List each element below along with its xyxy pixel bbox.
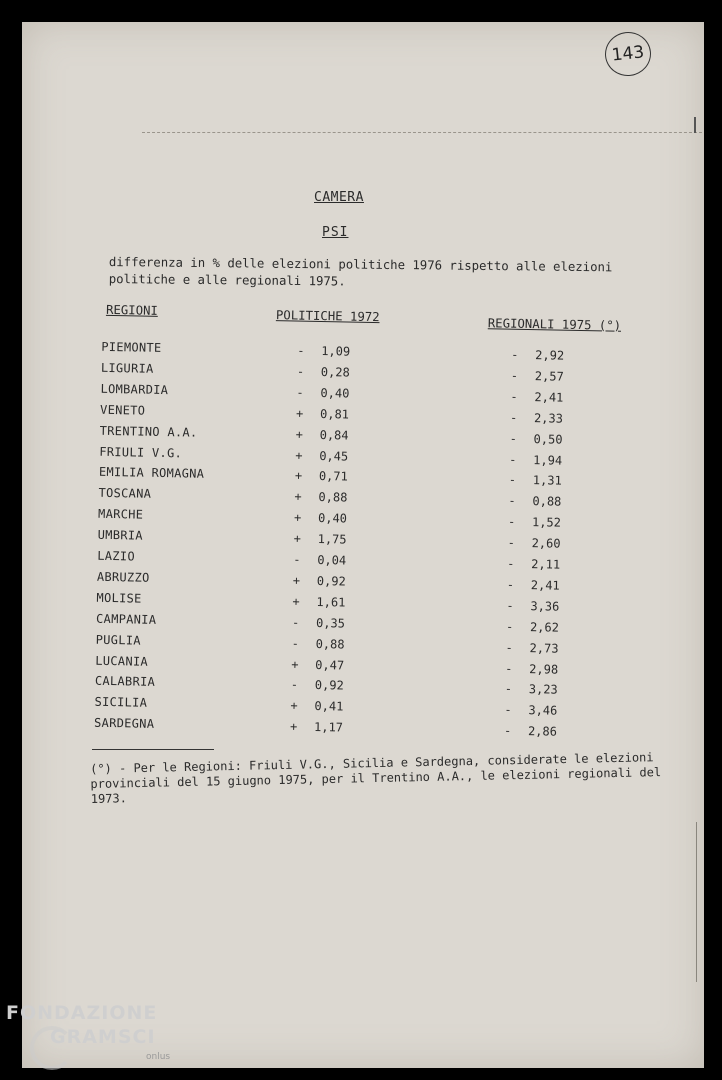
cell-regionali-sign: -	[505, 661, 513, 676]
cell-region: CALABRIA	[94, 674, 156, 690]
cell-regionali-sign: -	[508, 473, 517, 488]
cell-politiche-value: 0,81	[319, 406, 350, 422]
watermark-line1: FONDAZIONE	[6, 1002, 158, 1024]
cell-regionali-sign: -	[507, 535, 516, 550]
cell-politiche-sign: -	[290, 677, 299, 693]
cell-regionali-sign: -	[506, 598, 514, 613]
cell-region: PIEMONTE	[101, 339, 162, 355]
cell-politiche-sign: -	[291, 636, 300, 651]
cell-regionali-sign: -	[511, 347, 519, 362]
cell-regionali-value: 1,31	[532, 473, 562, 489]
cell-politiche-sign: +	[293, 510, 302, 525]
cell-regionali-value: 2,62	[529, 619, 560, 635]
cell-regionali-value: 2,92	[535, 348, 565, 363]
cell-politiche-sign: +	[295, 427, 304, 442]
cell-region: MARCHE	[97, 506, 144, 522]
footnote-divider	[92, 749, 214, 750]
cell-region: SARDEGNA	[93, 715, 155, 732]
cell-regionali-sign: -	[509, 452, 517, 467]
cell-regionali-value: 2,57	[534, 369, 564, 384]
cell-politiche-sign: +	[290, 698, 298, 713]
cell-region: FRIULI V.G.	[99, 444, 183, 460]
column-header-regioni: REGIONI	[105, 302, 158, 318]
cell-regionali-sign: -	[507, 514, 516, 529]
cell-region: TRENTINO A.A.	[99, 423, 198, 440]
cell-regionali-value: 3,36	[530, 598, 560, 614]
cell-politiche-value: 0,88	[315, 636, 345, 652]
cell-regionali-value: 2,73	[529, 640, 559, 656]
cell-politiche-value: 0,04	[317, 552, 347, 568]
cell-politiche-sign: +	[292, 594, 300, 609]
cell-regionali-value: 2,33	[533, 410, 564, 426]
cell-regionali-value: 2,41	[534, 389, 564, 405]
cell-regionali-sign: -	[509, 410, 518, 425]
footnote: (°) - Per le Regioni: Friuli V.G., Sicilia e Sardegna, considerate le elezioni provinciali del 15 giugno 1975, per il Trentino A.A., le elezioni regionali del 1973.	[90, 750, 662, 806]
cell-politiche-value: 1,61	[316, 594, 346, 610]
cell-politiche-sign: -	[297, 343, 305, 358]
cell-politiche-value: 0,47	[315, 657, 345, 673]
results-table	[13, 20, 709, 793]
cell-region: ABRUZZO	[96, 569, 150, 585]
cell-regionali-sign: -	[503, 723, 512, 738]
cell-regionali-value: 2,41	[530, 577, 560, 593]
cell-regionali-value: 2,11	[531, 557, 561, 572]
document-description: differenza in % delle elezioni politiche 1976 rispetto alle elezioni politiche e alle regionali 1975.	[108, 254, 613, 289]
cell-regionali-sign: -	[507, 556, 515, 571]
cell-region: UMBRIA	[97, 527, 144, 543]
cell-politiche-value: 0,88	[318, 490, 348, 505]
cell-region: MOLISE	[96, 590, 142, 606]
cell-regionali-value: 1,94	[533, 452, 563, 468]
cell-regionali-value: 2,86	[527, 724, 558, 739]
cell-regionali-value: 0,50	[533, 431, 563, 447]
cell-politiche-sign: -	[296, 385, 304, 400]
document-page	[22, 22, 704, 1068]
cell-politiche-value: 0,92	[316, 573, 346, 589]
cell-region: LAZIO	[97, 548, 136, 564]
cell-politiche-sign: +	[291, 657, 299, 672]
cell-regionali-sign: -	[508, 493, 516, 509]
cell-politiche-sign: +	[294, 468, 303, 484]
cell-politiche-value: 0,92	[314, 678, 344, 693]
cell-regionali-value: 1,52	[531, 515, 562, 530]
cell-politiche-value: 0,71	[318, 469, 348, 484]
cell-politiche-sign: -	[296, 364, 305, 379]
column-header-politiche: POLITICHE 1972	[275, 308, 380, 325]
cell-region: CAMPANIA	[95, 611, 157, 627]
cell-region: PUGLIA	[95, 632, 141, 648]
cell-regionali-value: 3,23	[528, 682, 558, 698]
cell-politiche-value: 0,40	[320, 385, 350, 401]
watermark-line3: onlus	[146, 1052, 171, 1062]
cell-region: EMILIA ROMAGNA	[98, 465, 205, 482]
cell-regionali-sign: -	[505, 619, 514, 634]
cell-regionali-value: 2,98	[529, 661, 559, 677]
cell-politiche-sign: -	[291, 615, 300, 630]
watermark-logo	[6, 1000, 196, 1076]
cell-politiche-value: 0,84	[319, 427, 349, 443]
cell-regionali-sign: -	[510, 389, 518, 404]
cell-politiche-sign: +	[289, 719, 298, 734]
cell-region: SICILIA	[94, 695, 148, 711]
cell-region: TOSCANA	[98, 486, 152, 502]
cell-politiche-sign: +	[293, 531, 302, 546]
cell-politiche-value: 1,75	[317, 532, 347, 547]
cell-regionali-sign: -	[504, 682, 513, 697]
cell-politiche-value: 0,28	[320, 364, 350, 380]
cell-region: LUCANIA	[95, 653, 149, 669]
cell-politiche-sign: +	[292, 573, 301, 588]
cell-politiche-value: 0,45	[319, 448, 349, 464]
cell-regionali-value: 2,60	[531, 536, 561, 551]
cell-regionali-sign: -	[509, 431, 518, 446]
margin-line	[696, 822, 697, 982]
cell-politiche-value: 0,41	[314, 699, 344, 714]
document-title: CAMERA	[314, 190, 364, 205]
cell-regionali-sign: -	[510, 368, 519, 383]
column-header-regionali: REGIONALI 1975 (°)	[487, 316, 622, 333]
cell-regionali-value: 0,88	[532, 494, 562, 509]
cell-regionali-sign: -	[506, 577, 515, 592]
cell-regionali	[511, 347, 601, 363]
cell-region: LIGURIA	[100, 360, 154, 376]
watermark-line2: GRAMSCI	[50, 1026, 156, 1048]
cell-politiche-sign: +	[295, 448, 303, 463]
cell-politiche	[297, 343, 387, 359]
cell-politiche-sign: +	[295, 406, 304, 421]
cell-regionali-value: 3,46	[528, 703, 558, 718]
cell-politiche-value: 1,17	[313, 720, 344, 735]
page-number: 143	[610, 42, 646, 66]
cell-regionali-sign: -	[504, 702, 512, 718]
cell-regionali-sign: -	[505, 640, 514, 655]
cell-politiche-value: 1,09	[321, 344, 351, 359]
cell-politiche-value: 0,35	[315, 615, 346, 631]
cell-region: VENETO	[99, 402, 146, 418]
document-subtitle: PSI	[322, 225, 349, 240]
cell-politiche-value: 0,40	[317, 511, 348, 526]
cell-politiche-sign: +	[294, 489, 302, 504]
cell-region: LOMBARDIA	[100, 381, 169, 397]
cell-politiche-sign: -	[293, 552, 301, 567]
